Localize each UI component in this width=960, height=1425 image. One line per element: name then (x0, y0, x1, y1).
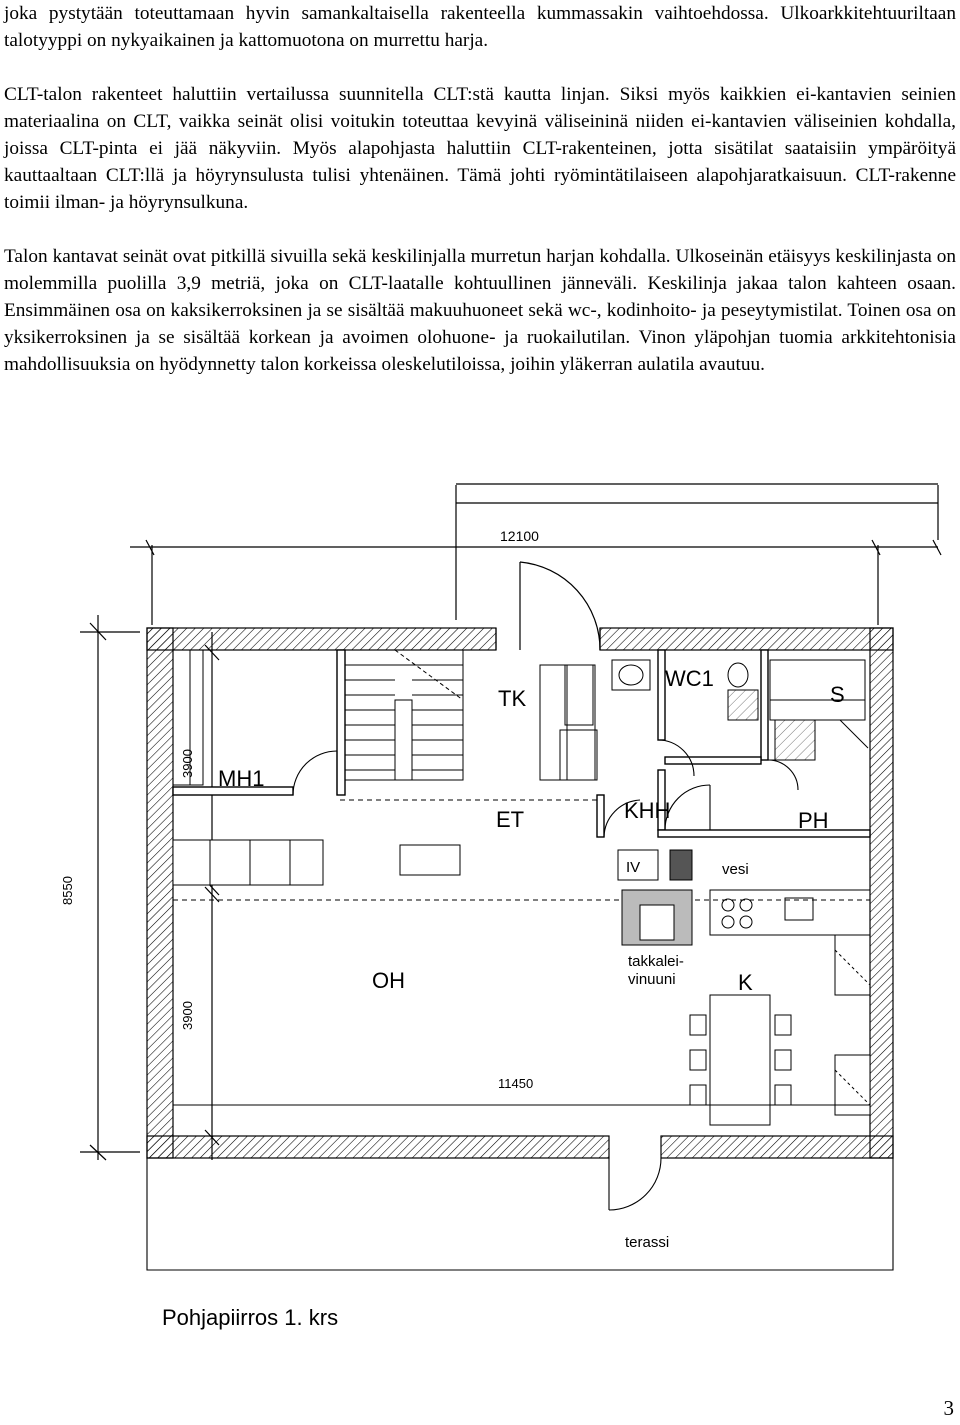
terrace-label: terassi (625, 1234, 670, 1251)
dim-label-8550: 8550 (60, 876, 75, 905)
room-label-s: S (830, 682, 845, 707)
terrace-door (609, 1158, 661, 1210)
dim-label-3900-lower: 3900 (180, 1001, 195, 1030)
paragraph-3: Talon kantavat seinät ovat pitkillä sivuilla sekä keskilinjalla murretun harjan kohdalla. Ulkoseinän etäisyys keskilinjasta on molemmilla puolilla 3,9 metriä, joka on CLT-laatalle kohtuullinen jänneväli. Keskilinja jakaa talon kahteen osaan. Ensimmäinen osa on kaksikerroksinen ja se sisältää makuuhuoneet sekä wc-, kodinhoito- ja peseytymistilat. Toinen osa on yksikerroksinen ja se sisältää korkean ja avoimen olohuone- ja ruokailutilan. Vinon yläpohjan tuomia arkkitehtonisia mahdollisuuksia on hyödynnetty talon korkeissa oleskelutiloissa, joihin yläkerran aulatila avautuu. (4, 246, 956, 375)
room-label-k: K (738, 970, 753, 995)
room-label-khh: KHH (624, 798, 671, 823)
sauna-fixtures (770, 660, 868, 760)
page-number: 3 (943, 1396, 954, 1420)
fireplace-label-line1: takkalei- (628, 953, 684, 970)
room-label-et: ET (496, 807, 525, 832)
dimension-top (130, 484, 941, 625)
room-label-vesi: vesi (722, 861, 749, 878)
storage-cabinets (173, 840, 460, 885)
room-label-ph: PH (798, 808, 829, 833)
body-text (4, 0, 956, 378)
dim-label-11450: 11450 (498, 1076, 534, 1091)
plan-title: Pohjapiirros 1. krs (162, 1305, 339, 1330)
dim-label-12100: 12100 (500, 528, 539, 544)
entrance-door (496, 562, 600, 650)
dim-label-3900-upper: 3900 (180, 749, 195, 778)
staircase (345, 650, 463, 780)
paragraph-1: joka pystytään toteuttamaan hyvin samankaltaisella rakenteella kummassakin vaihtoehdossa. Ulkoarkkitehtuuriltaan talotyyppi on nykyaikainen ja kattomuotona on murrettu harja. (4, 3, 956, 51)
kitchen-counter (710, 890, 870, 995)
floor-plan (0, 470, 960, 1350)
room-label-wc1: WC1 (665, 666, 714, 691)
terrace-outline (147, 1158, 893, 1270)
fireplace-label-line2: vinuuni (628, 971, 676, 988)
room-label-oh: OH (372, 968, 405, 993)
room-label-mh1: MH1 (218, 766, 265, 791)
room-label-tk: TK (498, 686, 527, 711)
room-label-iv: IV (626, 859, 641, 876)
paragraph-2: CLT-talon rakenteet haluttiin vertailussa suunnitella CLT:stä kautta linjan. Siksi myös kaikkien ei-kantavien seinien materiaalina on CLT, vaikka seinät olisi voitukin toteuttaa kevyinä väliseininä niiden ei-kantavien väliseinien kohdalla, joissa CLT-pinta ei jää näkyviin. Myös alapohjasta haluttiin CLT-rakenteinen, jotta sisätilat saataisiin ympäröityä kauttaaltaan CLT:llä ja höyrynsulusta tulisi yhtenäinen. Tämä johti ryömintätilaiseen alapohjaratkaisuun. CLT-rakenne toimii ilman- ja höyrynsulkuna. (4, 84, 956, 213)
wardrobe (540, 665, 597, 780)
